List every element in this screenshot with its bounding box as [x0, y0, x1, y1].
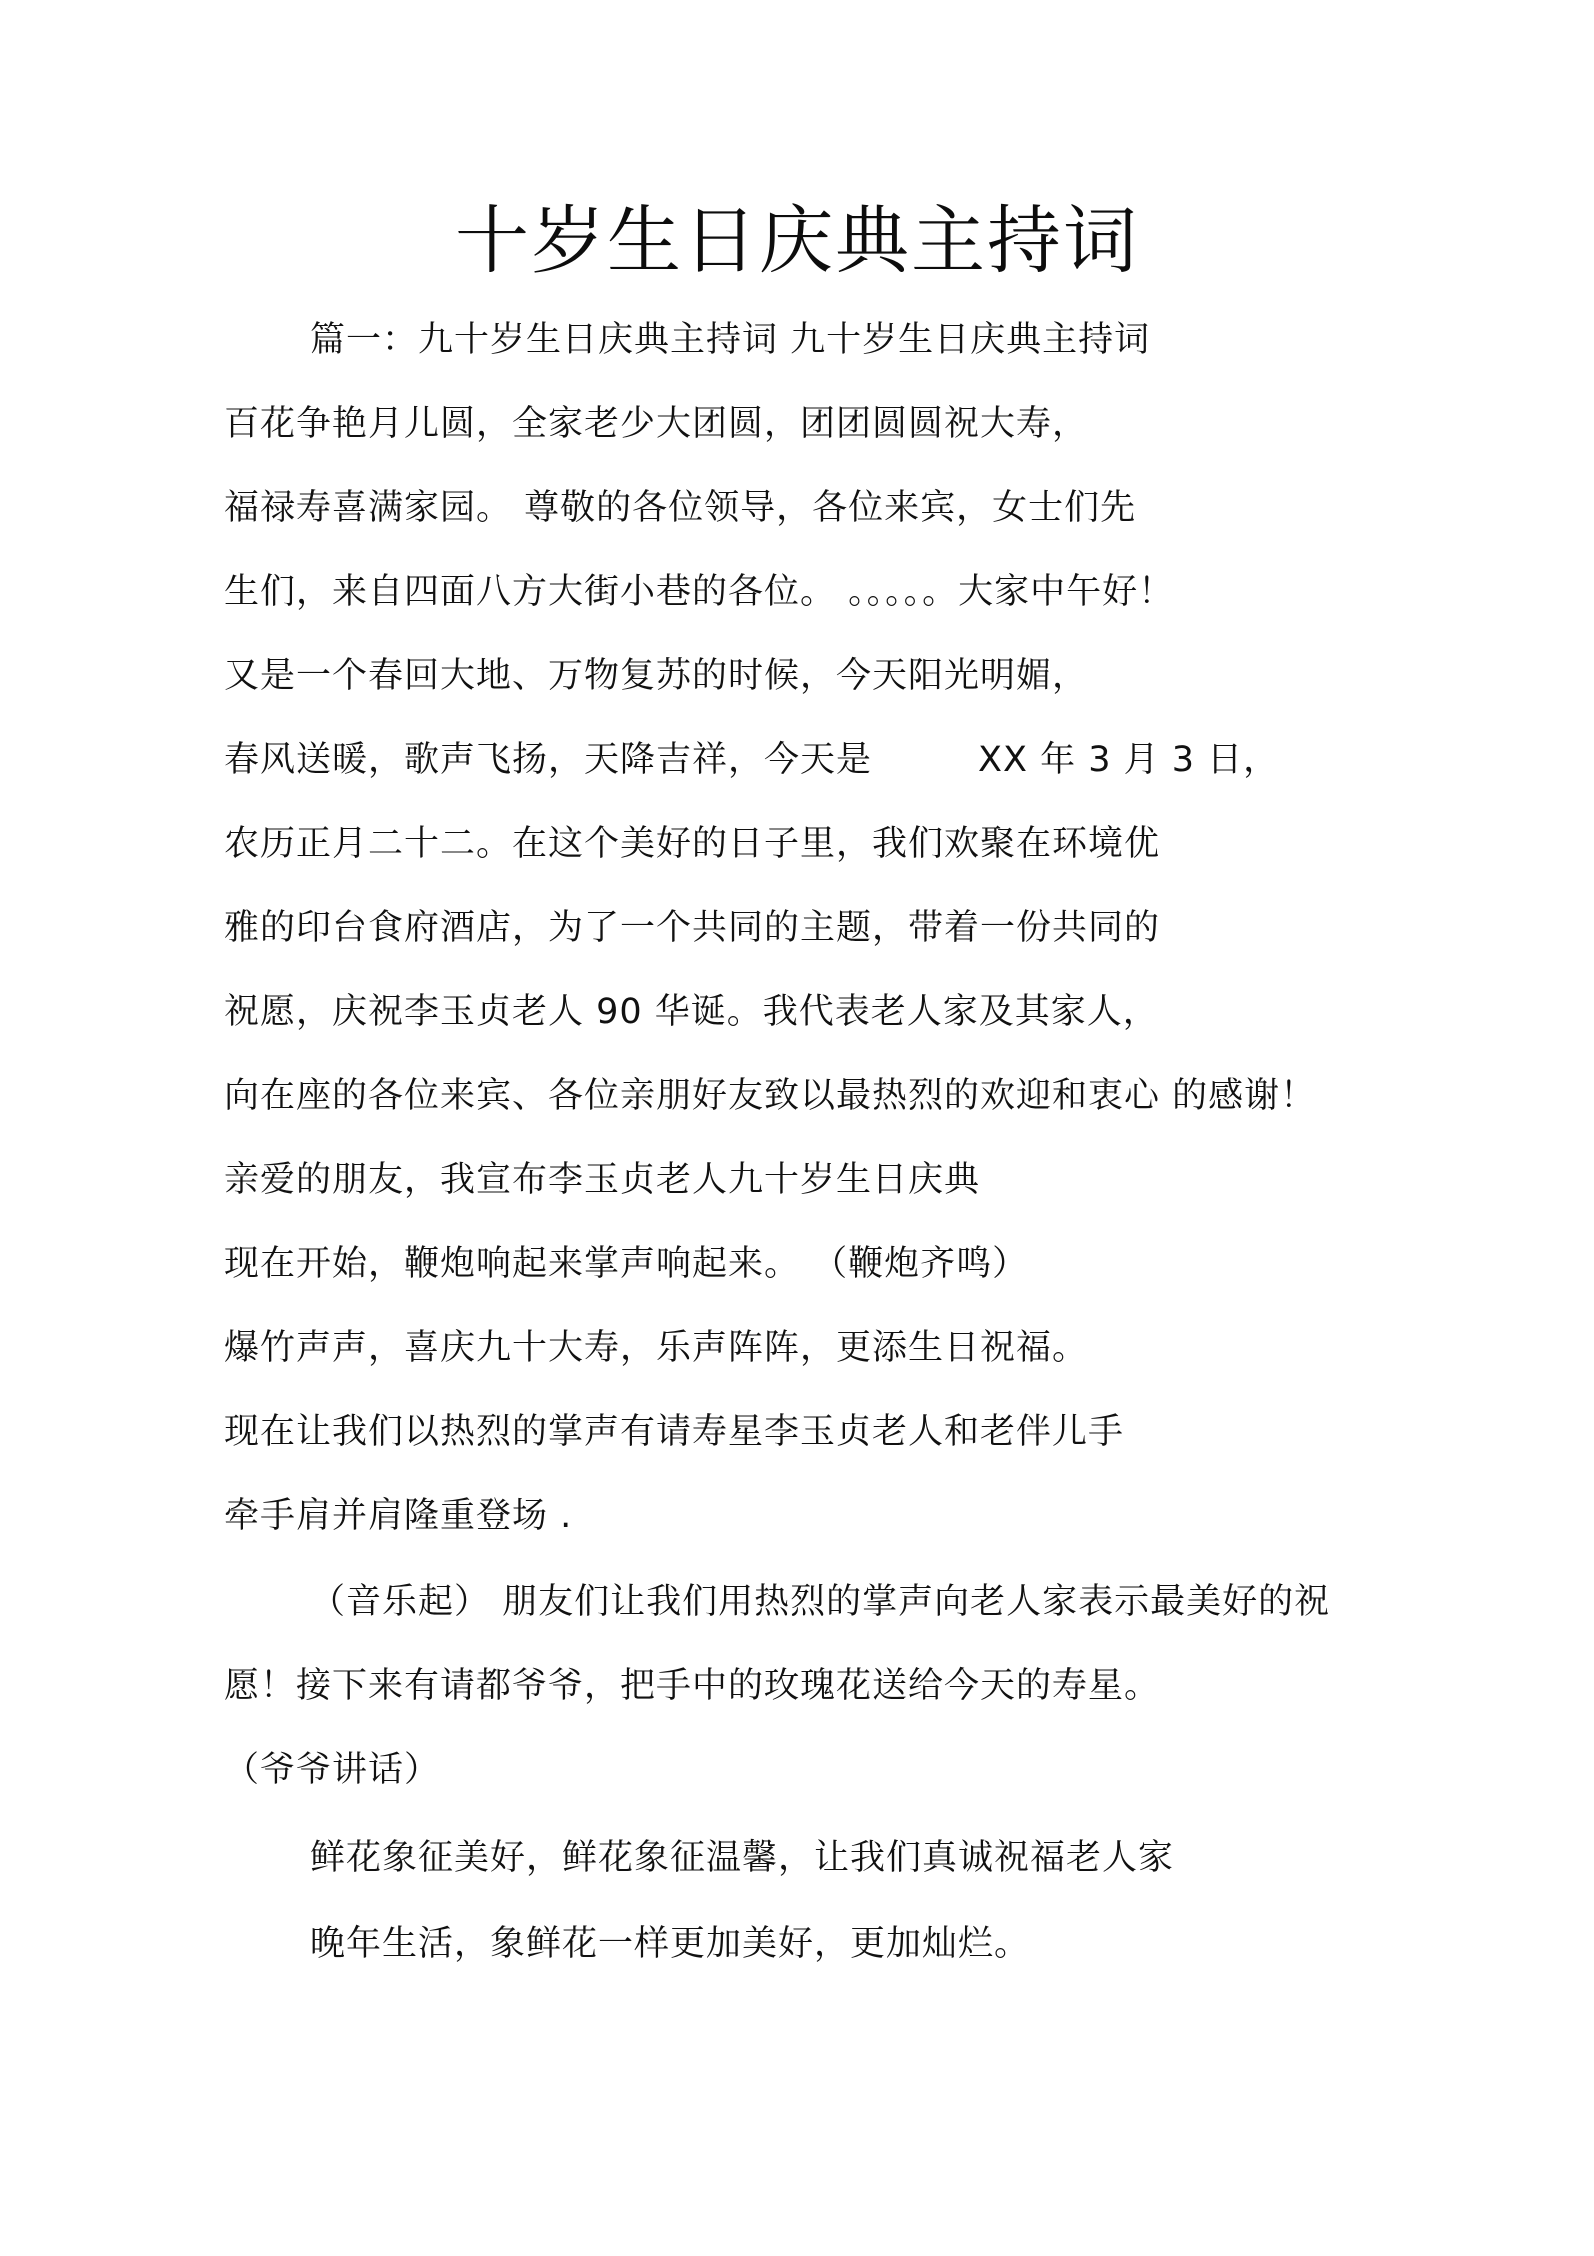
body-line-2: 福禄寿喜满家园。 尊敬的各位领导，各位来宾，女士们先	[224, 488, 1137, 528]
body-line-12: 爆竹声声，喜庆九十大寿，乐声阵阵，更添生日祝福。	[224, 1328, 1089, 1368]
body-line-14: 牵手肩并肩隆重登场 .	[224, 1496, 573, 1536]
body-line-11: 现在开始，鞭炮响起来掌声响起来。 （鞭炮齐鸣）	[224, 1244, 1029, 1284]
body-line-13: 现在让我们以热烈的掌声有请寿星李玉贞老人和老伴儿手	[224, 1412, 1125, 1452]
body-line-18: 鲜花象征美好，鲜花象征温馨，让我们真诚祝福老人家	[310, 1838, 1175, 1878]
body-line-9: 向在座的各位来宾、各位亲朋好友致以最热烈的欢迎和衷心 的感谢！	[224, 1076, 1317, 1116]
body-line-6: 农历正月二十二。在这个美好的日子里，我们欢聚在环境优	[224, 824, 1161, 864]
subtitle-line: 篇一：九十岁生日庆典主持词 九十岁生日庆典主持词	[310, 320, 1151, 360]
body-line-5-text: 春风送暖，歌声飞扬，天降吉祥，今天是	[224, 740, 873, 780]
body-line-1: 百花争艳月儿圆，全家老少大团圆，团团圆圆祝大寿，	[224, 404, 1089, 444]
body-line-5	[224, 738, 1279, 782]
body-line-5-date: XX 年 3 月 3 日，	[978, 740, 1280, 780]
body-line-4: 又是一个春回大地、万物复苏的时候，今天阳光明媚，	[224, 656, 1089, 696]
body-line-3: 生们，来自四面八方大街小巷的各位。 。。。。。大家中午好！	[224, 572, 1175, 612]
body-line-10: 亲爱的朋友，我宣布李玉贞老人九十岁生日庆典	[224, 1160, 981, 1200]
body-line-16: 愿！接下来有请都爷爷，把手中的玫瑰花送给今天的寿星。	[224, 1666, 1161, 1706]
body-line-7: 雅的印台食府酒店，为了一个共同的主题，带着一份共同的	[224, 908, 1161, 948]
body-line-19: 晚年生活，象鲜花一样更加美好，更加灿烂。	[310, 1924, 1031, 1964]
document-title: 十岁生日庆典主持词	[455, 198, 1139, 284]
body-line-15: （音乐起） 朋友们让我们用热烈的掌声向老人家表示最美好的祝	[310, 1582, 1331, 1622]
body-line-17: （爷爷讲话）	[224, 1750, 441, 1790]
body-line-8: 祝愿，庆祝李玉贞老人 90 华诞。我代表老人家及其家人，	[224, 992, 1159, 1032]
